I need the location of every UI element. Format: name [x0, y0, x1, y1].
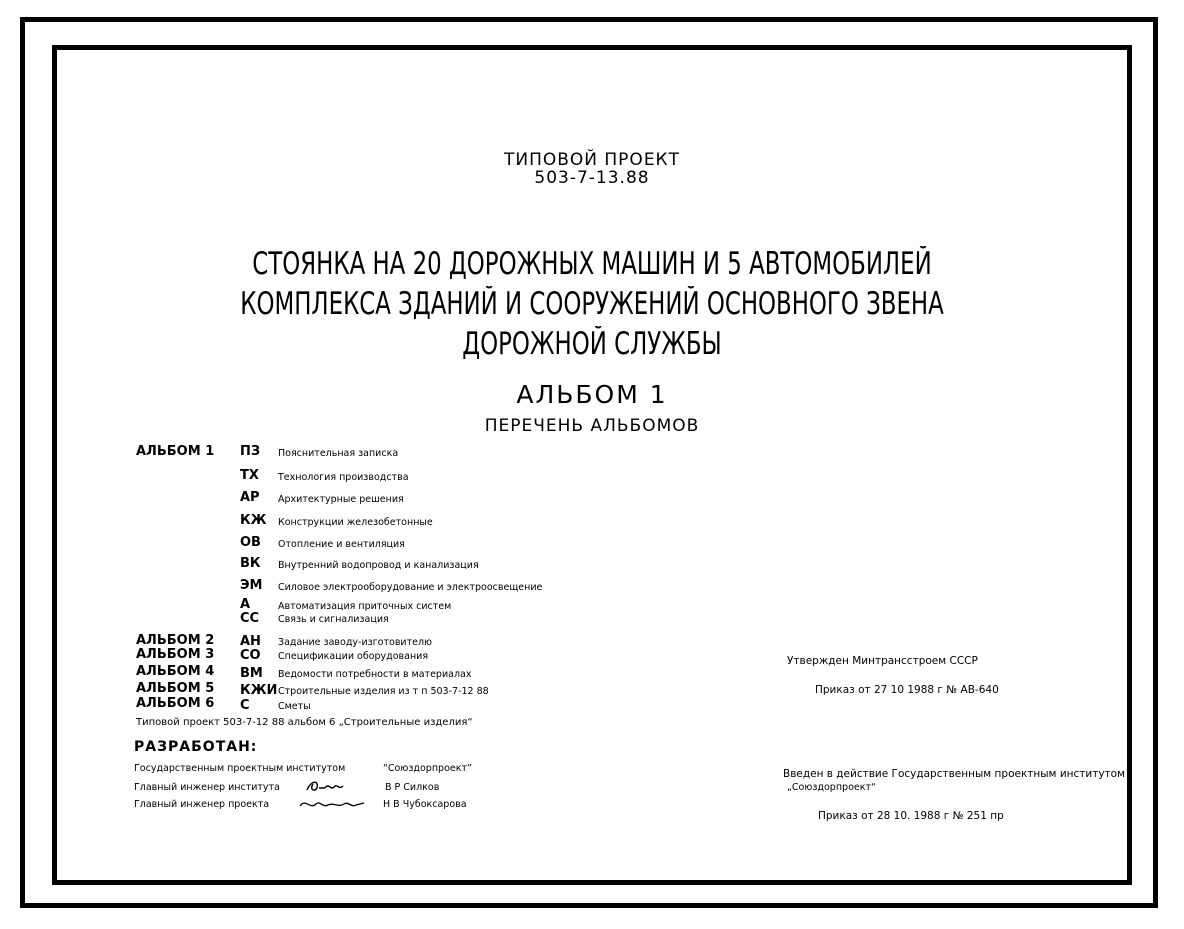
item-desc: Строительные изделия из т п 503-7-12 88 [278, 686, 489, 697]
project-number: 503-7-13.88 [534, 168, 650, 188]
signature-1 [305, 778, 349, 797]
item-desc: Конструкции железобетонные [278, 517, 433, 528]
item-code: АН [240, 634, 261, 649]
chief-engineer-project-name: Н В Чубоксарова [383, 799, 467, 810]
item-code: ОВ [240, 535, 261, 550]
title-line-1: СТОЯНКА НА 20 ДОРОЖНЫХ МАШИН И 5 АВТОМОБИЛЕЙ [252, 246, 932, 282]
item-code: А [240, 597, 251, 612]
item-code: С [240, 698, 250, 713]
approved-line-2: Приказ от 27 10 1988 г № АВ-640 [815, 684, 999, 696]
item-code: КЖИ [240, 683, 278, 698]
item-desc: Пояснительная записка [278, 448, 399, 459]
item-desc: Силовое электрооборудование и электроосвещение [278, 582, 543, 593]
album-1-label: АЛЬБОМ 1 [136, 444, 215, 459]
album-label: АЛЬБОМ 3 [136, 647, 215, 662]
signature-2 [298, 796, 368, 815]
institute-label: Государственным проектным институтом [134, 763, 346, 774]
project-type: ТИПОВОЙ ПРОЕКТ [503, 150, 681, 170]
item-code: ЭМ [240, 578, 263, 593]
title-line-2: КОМПЛЕКСА ЗДАНИЙ И СООРУЖЕНИЙ ОСНОВНОГО ЗВЕНА [240, 286, 944, 322]
enacted-line-1: Введен в действие Государственным проектным институтом [783, 768, 1126, 780]
title-line-3: ДОРОЖНОЙ СЛУЖБЫ [462, 326, 722, 362]
approved-line-1: Утвержден Минтрансстроем СССР [787, 655, 978, 667]
chief-engineer-institute-label: Главный инженер института [134, 782, 280, 793]
album-label: АЛЬБОМ 4 [136, 664, 215, 679]
item-desc: Задание заводу-изготовителю [278, 637, 433, 648]
item-desc: Архитектурные решения [278, 494, 404, 505]
item-code: ТХ [240, 468, 259, 483]
item-code: АР [240, 490, 260, 505]
chief-engineer-project-label: Главный инженер проекта [134, 799, 270, 810]
item-code: ВК [240, 556, 261, 571]
item-desc: Технология производства [278, 472, 409, 483]
album-label: АЛЬБОМ 5 [136, 681, 215, 696]
item-desc: Спецификации оборудования [278, 651, 429, 662]
institute-name: “Союздорпроект” [383, 763, 472, 774]
item-code: ПЗ [240, 444, 261, 459]
item-code: СО [240, 648, 261, 663]
reference-note: Типовой проект 503-7-12 88 альбом 6 „Строительные изделия“ [136, 717, 473, 728]
item-code: КЖ [240, 513, 267, 528]
album-label: АЛЬБОМ 6 [136, 696, 215, 711]
enacted-line-2: „Союздорпроект“ [787, 782, 876, 793]
item-desc: Отопление и вентиляция [278, 539, 405, 550]
item-desc: Внутренний водопровод и канализация [278, 560, 479, 571]
item-code: ВМ [240, 666, 263, 681]
enacted-line-3: Приказ от 28 10. 1988 г № 251 пр [818, 810, 1004, 822]
item-desc: Сметы [278, 701, 311, 712]
chief-engineer-institute-name: В Р Силков [385, 782, 440, 793]
item-desc: Связь и сигнализация [278, 614, 389, 625]
item-desc: Ведомости потребности в материалах [278, 669, 472, 680]
album-title: АЛЬБОМ 1 [516, 380, 668, 409]
item-code: СС [240, 611, 260, 626]
developed-title: РАЗРАБОТАН: [134, 739, 258, 755]
album-label: АЛЬБОМ 2 [136, 633, 215, 648]
album-subtitle: ПЕРЕЧЕНЬ АЛЬБОМОВ [484, 416, 700, 436]
item-desc: Автоматизация приточных систем [278, 601, 452, 612]
